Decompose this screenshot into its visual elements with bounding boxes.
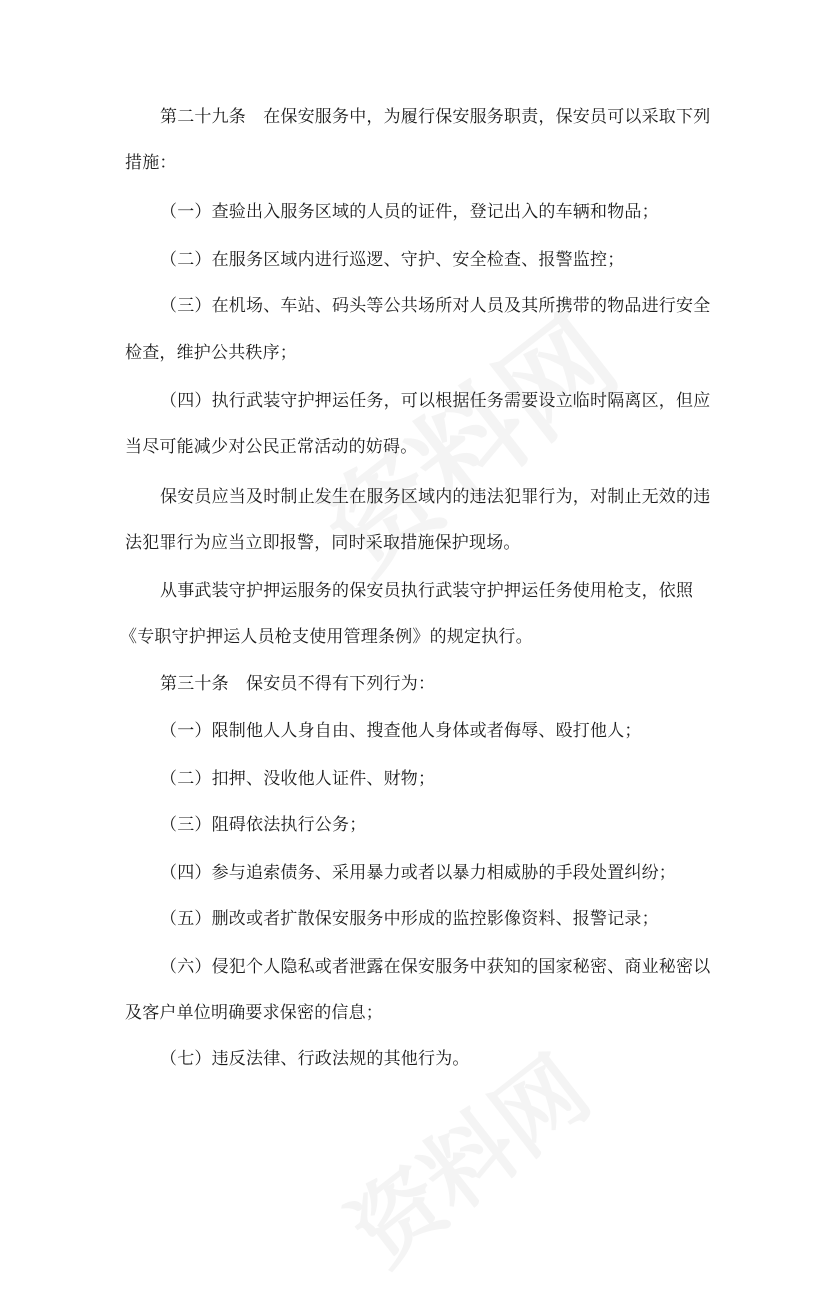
article-30-heading: 第三十条 保安员不得有下列行为： xyxy=(160,674,436,694)
paragraph-line: 措施： xyxy=(125,153,177,173)
list-item: （五）删改或者扩散保安服务中形成的监控影像资料、报警记录； xyxy=(160,909,659,929)
list-item: （二）扣押、没收他人证件、财物； xyxy=(160,769,436,789)
list-item: （六）侵犯个人隐私或者泄露在保安服务中获知的国家秘密、商业秘密以 xyxy=(160,957,711,977)
list-item: （二）在服务区域内进行巡逻、守护、安全检查、报警监控； xyxy=(160,250,625,270)
list-item: （七）违反法律、行政法规的其他行为。 xyxy=(160,1049,470,1069)
paragraph-line: 保安员应当及时制止发生在服务区域内的违法犯罪行为，对制止无效的违 xyxy=(160,487,711,507)
paragraph-line: 法犯罪行为应当立即报警，同时采取措施保护现场。 xyxy=(125,533,521,553)
paragraph-line: 及客户单位明确要求保密的信息； xyxy=(125,1003,383,1023)
list-item: （四）参与追索债务、采用暴力或者以暴力相威胁的手段处置纠纷； xyxy=(160,863,676,883)
list-item: （一）限制他人人身自由、搜查他人身体或者侮辱、殴打他人； xyxy=(160,721,642,741)
paragraph-line: 当尽可能减少对公民正常活动的妨碍。 xyxy=(125,437,418,457)
list-item: （三）在机场、车站、码头等公共场所对人员及其所携带的物品进行安全 xyxy=(160,296,711,316)
article-29-heading: 第二十九条 在保安服务中，为履行保安服务职责，保安员可以采取下列 xyxy=(160,107,711,127)
paragraph-line: 从事武装守护押运服务的保安员执行武装守护押运任务使用枪支，依照 xyxy=(160,581,694,601)
paragraph-line: 检查，维护公共秩序； xyxy=(125,343,297,363)
list-item: （四）执行武装守护押运任务，可以根据任务需要设立临时隔离区，但应 xyxy=(160,391,711,411)
list-item: （三）阻碍依法执行公务； xyxy=(160,815,367,835)
list-item: （一）查验出入服务区域的人员的证件，登记出入的车辆和物品； xyxy=(160,202,659,222)
paragraph-line: 《专职守护押运人员枪支使用管理条例》的规定执行。 xyxy=(120,627,533,647)
